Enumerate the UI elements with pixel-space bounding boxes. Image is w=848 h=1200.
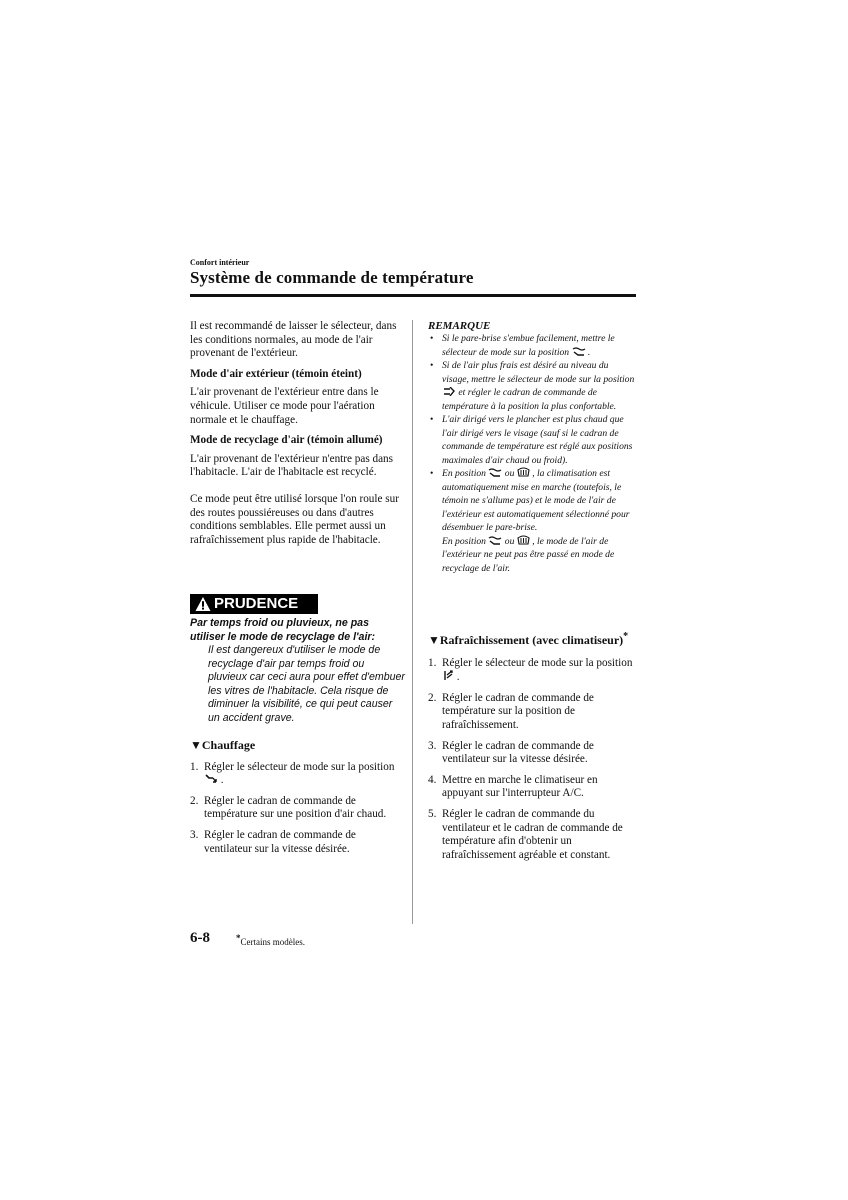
step-text: Mettre en marche le climatiseur en appuyant sur l'interrupteur A/C.	[442, 773, 598, 800]
recirc-text-2: Ce mode peut être utilisé lorsque l'on roule sur des routes poussiéreuses ou dans d'autres conditions semblables. Elle permet aussi un rafraîchissement plus rapide de l'habitacle.	[190, 492, 399, 546]
vent-mode-icon	[442, 670, 454, 681]
heating-steps	[190, 761, 406, 857]
step-text: Régler le cadran de commande du ventilateur et le cadran de commande de température afin d'obtenir un rafraîchissement agréable et constant.	[442, 807, 623, 861]
cooling-section	[428, 630, 636, 862]
note-text: , le mode de l'air de l'extérieur ne peut pas être passé en mode de recyclage de l'air.	[442, 535, 615, 574]
step-number: 3.	[428, 739, 437, 752]
note-item	[428, 413, 636, 467]
note-list	[428, 332, 636, 575]
page-title: Système de commande de température	[190, 268, 474, 287]
note-item	[428, 332, 636, 359]
heating-heading	[190, 739, 406, 753]
title-rule	[190, 294, 636, 297]
caution-lead: Par temps froid ou pluvieux, ne pas utiliser le mode de recyclage de l'air:	[190, 617, 376, 643]
step-number: 4.	[428, 773, 437, 786]
bullet-icon: •	[430, 468, 434, 479]
heating-section	[190, 739, 406, 856]
step-text: Régler le cadran de commande de ventilateur sur la vitesse désirée.	[204, 828, 356, 855]
triangle-down-icon: ▼	[428, 633, 440, 647]
asterisk: *	[236, 933, 241, 943]
caution-banner	[190, 594, 318, 614]
note-item	[428, 467, 636, 575]
step-text: Régler le cadran de commande de ventilateur sur la vitesse désirée.	[442, 739, 594, 766]
windshield-defroster-icon	[517, 467, 530, 477]
outside-air-heading: Mode d'air extérieur (témoin éteint)	[190, 367, 362, 380]
note-text: Si de l'air plus frais est désiré au niveau du visage, mettre le sélecteur de mode sur la position	[442, 360, 635, 385]
recirc-heading: Mode de recyclage d'air (témoin allumé)	[190, 434, 383, 447]
step-number: 3.	[190, 828, 199, 841]
step-number: 1.	[190, 760, 199, 773]
note-text: En position	[442, 468, 486, 479]
heating-heading-label: Chauffage	[201, 738, 256, 752]
list-item	[428, 774, 636, 801]
page-number: 6-8	[190, 930, 210, 946]
recirc-text: L'air provenant de l'extérieur n'entre pas dans l'habitacle. L'air de l'habitacle est recyclé.	[190, 452, 393, 479]
column-divider	[412, 320, 413, 924]
asterisk: *	[623, 631, 629, 642]
caution-text	[190, 617, 406, 725]
outside-air-text: L'air provenant de l'extérieur entre dans le véhicule. Utiliser ce mode pour l'aération normale et le chauffage.	[190, 386, 379, 426]
step-number: 1.	[428, 656, 437, 669]
step-tail: .	[220, 774, 224, 787]
bullet-icon: •	[430, 333, 434, 344]
note-section	[428, 320, 636, 575]
bi-level-mode-icon	[442, 387, 456, 396]
step-tail: .	[456, 671, 460, 684]
step-text: Régler le sélecteur de mode sur la position	[442, 656, 633, 669]
list-item	[428, 740, 636, 767]
cooling-heading-label: Rafraîchissement (avec climatiseur)	[439, 633, 624, 647]
note-text: En position	[442, 535, 486, 547]
footnote-text: Certains modèles.	[240, 937, 305, 947]
floor-mode-icon	[204, 774, 218, 784]
list-item	[190, 761, 406, 788]
note-text: Si le pare-brise s'embue facilement, mettre le sélecteur de mode sur la position	[442, 333, 615, 358]
list-item	[190, 795, 406, 822]
section-label: Confort intérieur	[190, 258, 250, 267]
note-text: et régler le cadran de commande de température à la position la plus confortable.	[442, 387, 617, 412]
note-text: ou	[504, 535, 515, 547]
list-item	[428, 808, 636, 862]
caution-body: Il est dangereux d'utiliser le mode de recyclage d'air par temps froid ou pluvieux car ceci aura pour effet d'embuer les vitres de l'habitacle. Cela risque de diminuer la visibilité, ce qui peut causer un accident grave.	[208, 644, 405, 724]
note-text: L'air dirigé vers le plancher est plus chaud que l'air dirigé vers le visage (sauf si le cadran de commande de température est réglé aux positions maximales d'air chaud ou froid).	[442, 414, 633, 466]
bullet-icon: •	[430, 360, 434, 371]
warning-triangle-icon	[195, 596, 211, 612]
step-number: 2.	[428, 691, 437, 704]
intro-paragraph: Il est recommandé de laisser le sélecteur, dans les conditions normales, au mode de l'air provenant de l'extérieur.	[190, 320, 397, 360]
triangle-down-icon: ▼	[190, 738, 202, 752]
note-text: , la climatisation est automatiquement mise en marche (toutefois, le témoin ne s'allume pas) et le mode de l'air de l'extérieur est automatiquement sélectionné pour désembuer le pare-brise.	[442, 468, 630, 533]
step-number: 2.	[190, 794, 199, 807]
footnote	[236, 933, 305, 947]
list-item	[428, 657, 636, 685]
note-item	[428, 359, 636, 413]
windshield-defroster-icon	[517, 535, 530, 545]
caution-label: PRUDENCE	[214, 595, 299, 612]
list-item	[190, 829, 406, 856]
list-item	[428, 692, 636, 733]
left-column	[190, 320, 406, 547]
cooling-heading	[428, 630, 636, 648]
floor-defrost-mode-icon	[488, 468, 502, 477]
floor-defrost-mode-icon	[488, 536, 502, 545]
note-heading: REMARQUE	[428, 320, 491, 332]
bullet-icon: •	[430, 414, 434, 425]
step-number: 5.	[428, 807, 437, 820]
step-text: Régler le cadran de commande de température sur la position de rafraîchissement.	[442, 691, 594, 731]
note-text: ou	[504, 468, 515, 479]
floor-defrost-mode-icon	[572, 347, 586, 356]
step-text: Régler le sélecteur de mode sur la position	[204, 760, 395, 773]
note-text: .	[587, 346, 591, 358]
cooling-steps	[428, 657, 636, 863]
step-text: Régler le cadran de commande de température sur une position d'air chaud.	[204, 794, 387, 821]
